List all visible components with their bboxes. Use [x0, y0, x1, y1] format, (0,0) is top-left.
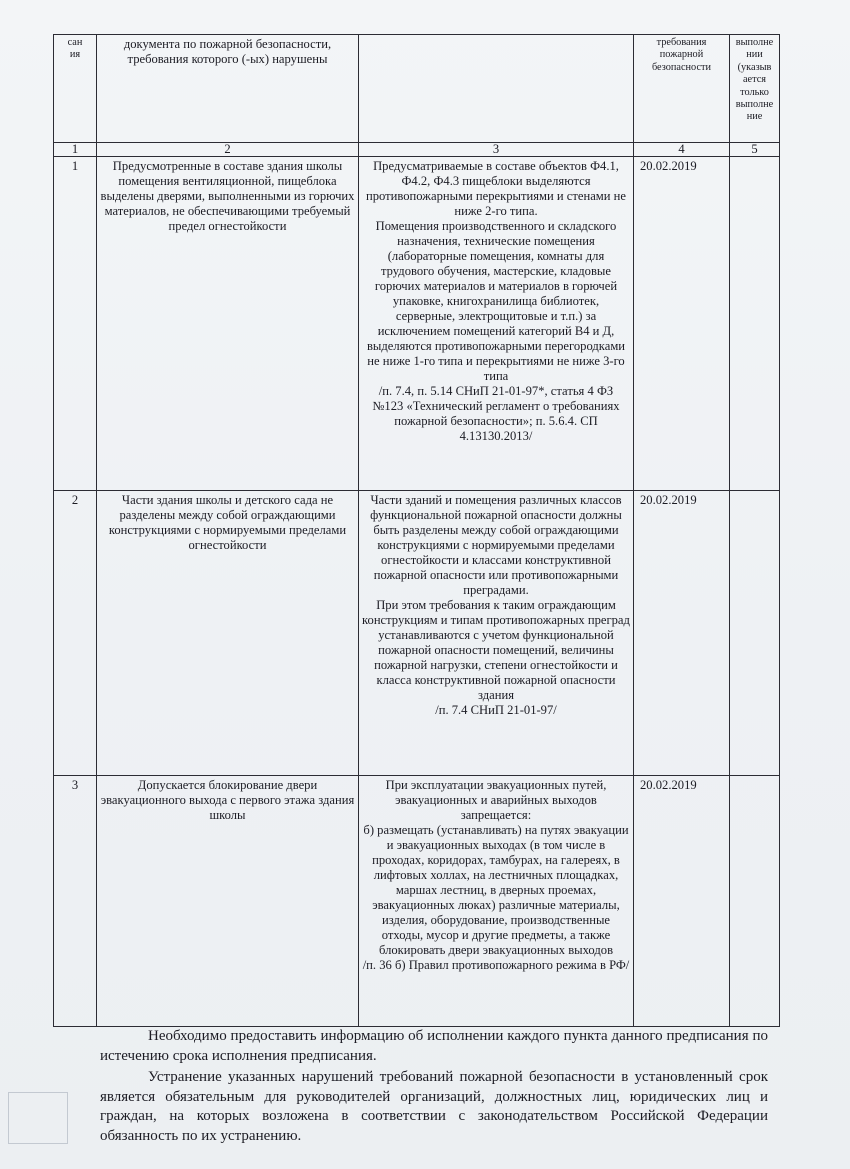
requirement-line: При эксплуатации эвакуационных путей, эвакуационных и аварийных выходов запрещается: [385, 778, 607, 822]
row-number: 1 [54, 157, 97, 491]
row-number: 3 [54, 776, 97, 1027]
header-col-4: требования пожарной безопасности [634, 35, 730, 143]
violation-text: Допускается блокирование двери эвакуационного выхода с первого этажа здания школы [97, 776, 359, 1027]
requirement-line: Помещения производственного и складского назначения, технические помещения (лабораторные помещения, комнаты для трудового обучения, мастерские, кладовые горючих материалов и материалов в горючей упаковке, книгохранилища библиотек, серверные, электрощитовые и т.п.) за исключением помещений категорий В4 и Д, выделяются противопожарными перегородками не ниже 1-го типа и перекрытиями не ниже 3-го типа [366, 219, 626, 383]
requirement-line: б) размещать (устанавливать) на путях эвакуации и эвакуационных выходах (в том числе в проходах, коридорах, тамбурах, на галереях, в лифтовых холлах, на лестничных площадках, маршах лестниц, в дверных проемах, эвакуационных люках) различные материалы, изделия, оборудование, производственные отходы, мусор и другие предметы, а также блокировать двери эвакуационных выходов [363, 823, 629, 957]
violation-text: Предусмотренные в составе здания школы помещения вентиляционной, пищеблока выделены дверями, выполненными из горючих материалов, не обеспечивающими требуемый предел огнестойкости [97, 157, 359, 491]
completion-mark [730, 776, 780, 1027]
requirement-text [359, 776, 634, 1027]
requirement-reference: /п. 7.4 СНиП 21-01-97/ [435, 703, 557, 717]
deadline-date: 20.02.2019 [634, 776, 730, 1027]
col-number: 3 [359, 143, 634, 157]
deadline-date: 20.02.2019 [634, 157, 730, 491]
requirement-text [359, 157, 634, 491]
violation-text: Части здания школы и детского сада не разделены между собой ограждающими конструкциями с нормируемыми пределами огнестойкости [97, 491, 359, 776]
header-col-1: сан ия [54, 35, 97, 143]
requirement-line: При этом требования к таким ограждающим конструкциям и типам противопожарных преград устанавливаются с учетом функциональной пожарной опасности помещений, величины пожарной нагрузки, степени огнестойкости и класса конструктивной пожарной опасности здания [362, 598, 630, 702]
deadline-date: 20.02.2019 [634, 491, 730, 776]
row-number: 2 [54, 491, 97, 776]
requirement-line: Части зданий и помещения различных классов функциональной пожарной опасности должны быть разделены между собой ограждающими конструкциями с нормируемыми пределами огнестойкости и классами конструктивной пожарной опасности или противопожарными преградами. [370, 493, 622, 597]
completion-mark [730, 491, 780, 776]
info-paragraph: Необходимо предоставить информацию об исполнении каждого пункта данного предписания по истечению срока исполнения предписания. [100, 1028, 768, 1064]
requirement-line: Предусматриваемые в составе объектов Ф4.1, Ф4.2, Ф4.3 пищеблоки выделяются противопожарными перекрытиями и стенами не ниже 2-го типа. [365, 159, 626, 218]
header-col-5: выполне нии (указыв ается только выполне ние [730, 35, 780, 143]
completion-mark [730, 157, 780, 491]
violations-table [53, 34, 780, 1027]
col-number: 4 [634, 143, 730, 157]
col-number: 5 [730, 143, 780, 157]
table-header-row [54, 35, 780, 143]
table-row [54, 491, 780, 776]
requirement-reference: /п. 7.4, п. 5.14 СНиП 21-01-97*, статья 4 ФЗ №123 «Технический регламент о требованиях пожарной безопасности»; п. 5.6.4. СП 4.13130.2013/ [372, 384, 620, 443]
bleed-through-artifact [680, 470, 682, 472]
table-row [54, 157, 780, 491]
header-col-3 [359, 35, 634, 143]
table-row [54, 776, 780, 1027]
col-number: 2 [97, 143, 359, 157]
requirement-reference: /п. 36 б) Правил противопожарного режима в РФ/ [362, 958, 630, 972]
obligation-paragraph: Устранение указанных нарушений требований пожарной безопасности в установленный срок является обязательным для руководителей организаций, должностных лиц, юридических лиц и граждан, на которых возложена в соответствии с законодательством Российской Федерации обязанность по их устранению. [100, 1069, 768, 1144]
column-number-row [54, 143, 780, 157]
bleed-through-artifact [8, 1092, 68, 1144]
requirement-text [359, 491, 634, 776]
col-number: 1 [54, 143, 97, 157]
header-col-2: документа по пожарной безопасности, требования которого (-ых) нарушены [97, 35, 359, 143]
